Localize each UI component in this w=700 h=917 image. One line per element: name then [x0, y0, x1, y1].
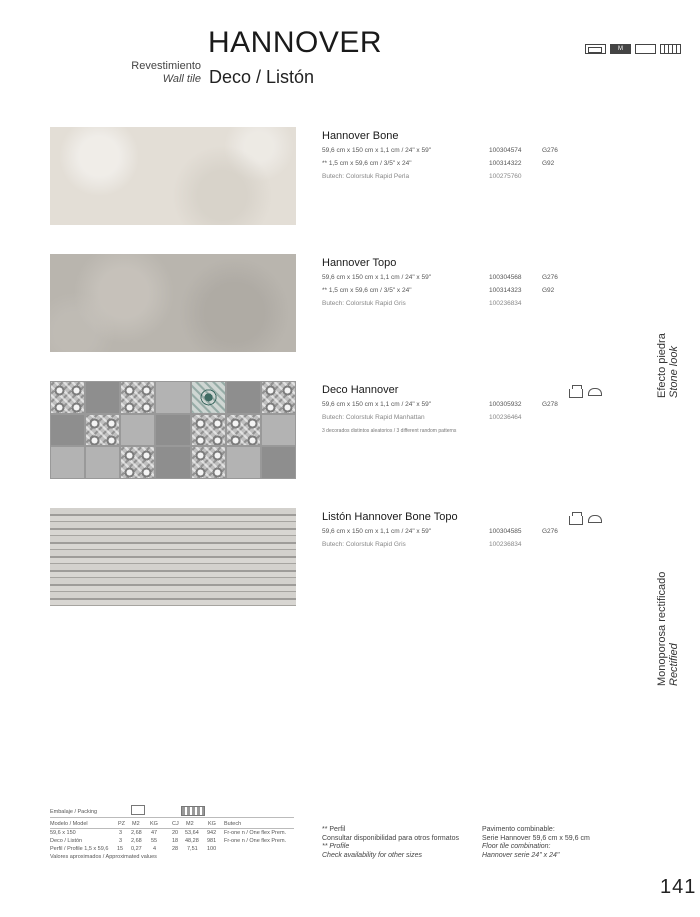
product-spec: 59,6 cm x 150 cm x 1,1 cm / 24" x 59" — [322, 528, 432, 535]
product-group: G276 — [542, 147, 558, 154]
product-code: 100275760 — [489, 173, 522, 180]
product-grout: Butech: Colorstuk Rapid Manhattan — [322, 414, 425, 421]
product-name: Deco Hannover — [322, 384, 399, 396]
product-spec: ** 1,5 cm x 59,6 cm / 3/5" x 24" — [322, 160, 412, 167]
liston-hannover-tile-image — [50, 508, 296, 606]
hannover-topo-tile-image — [50, 254, 296, 352]
product-group: G92 — [542, 287, 555, 294]
product-spec: 59,6 cm x 150 cm x 1,1 cm / 24" x 59" — [322, 147, 432, 154]
divider — [50, 817, 294, 818]
effect-side-label: Efecto piedra Stone look — [656, 333, 680, 398]
product-code: 100236834 — [489, 300, 522, 307]
rectangle-format-icon — [635, 44, 656, 54]
category-label: Revestimiento — [131, 60, 201, 72]
product-code: 100304568 — [489, 274, 522, 281]
divider — [50, 828, 294, 829]
product-grout: Butech: Colorstuk Rapid Gris — [322, 541, 406, 548]
product-group: G278 — [542, 401, 558, 408]
product-name: Hannover Topo — [322, 257, 397, 269]
product-name: Hannover Bone — [322, 130, 399, 142]
product-code: 100314322 — [489, 160, 522, 167]
floor-combination-note: Pavimento combinable: Serie Hannover 59,6 cm x 59,6 cm Floor tile combination: Hannover serie 24" x 24" — [482, 826, 590, 859]
product-code: 100236464 — [489, 414, 522, 421]
product-code: 100304574 — [489, 147, 522, 154]
hannover-bone-tile-image — [50, 127, 296, 225]
product-code: 100314323 — [489, 287, 522, 294]
product-spec: ** 1,5 cm x 59,6 cm / 3/5" x 24" — [322, 287, 412, 294]
product-group: G276 — [542, 274, 558, 281]
mate-finish-icon: M — [610, 44, 631, 54]
product-code: 100304585 — [489, 528, 522, 535]
product-grout: Butech: Colorstuk Rapid Gris — [322, 300, 406, 307]
product-code: 100305932 — [489, 401, 522, 408]
product-group: G276 — [542, 528, 558, 535]
category-label-en: Wall tile — [162, 73, 201, 85]
product-name: Listón Hannover Bone Topo — [322, 511, 458, 523]
decor-application-icon — [588, 388, 602, 396]
deco-hannover-tile-image — [50, 381, 296, 479]
perfil-note: ** Perfil Consultar disponibilidad para otros formatos ** Profile Check availability for other sizes — [322, 826, 459, 859]
wall-application-icon — [569, 389, 583, 398]
tile-format-icon — [585, 44, 606, 54]
product-code: 100236834 — [489, 541, 522, 548]
page-number: 141 — [660, 876, 697, 898]
product-group: G92 — [542, 160, 555, 167]
product-spec: 59,6 cm x 150 cm x 1,1 cm / 24" x 59" — [322, 401, 432, 408]
pattern-note: 3 decorados distintos aleatorios / 3 different random patterns — [322, 428, 457, 434]
rectified-edge-icon — [660, 44, 681, 54]
box-icon — [131, 805, 145, 815]
pallet-icon — [181, 806, 205, 816]
product-grout: Butech: Colorstuk Rapid Perla — [322, 173, 410, 180]
product-spec: 59,6 cm x 150 cm x 1,1 cm / 24" x 59" — [322, 274, 432, 281]
feature-icons — [585, 44, 681, 54]
packing-title: Embalaje / Packing — [50, 809, 98, 815]
product-type: Deco / Listón — [209, 67, 315, 87]
body-side-label: Monoporosa rectificado Rectified — [656, 571, 680, 686]
decor-application-icon — [588, 515, 602, 523]
wall-application-icon — [569, 516, 583, 525]
collection-title: HANNOVER — [208, 26, 383, 59]
